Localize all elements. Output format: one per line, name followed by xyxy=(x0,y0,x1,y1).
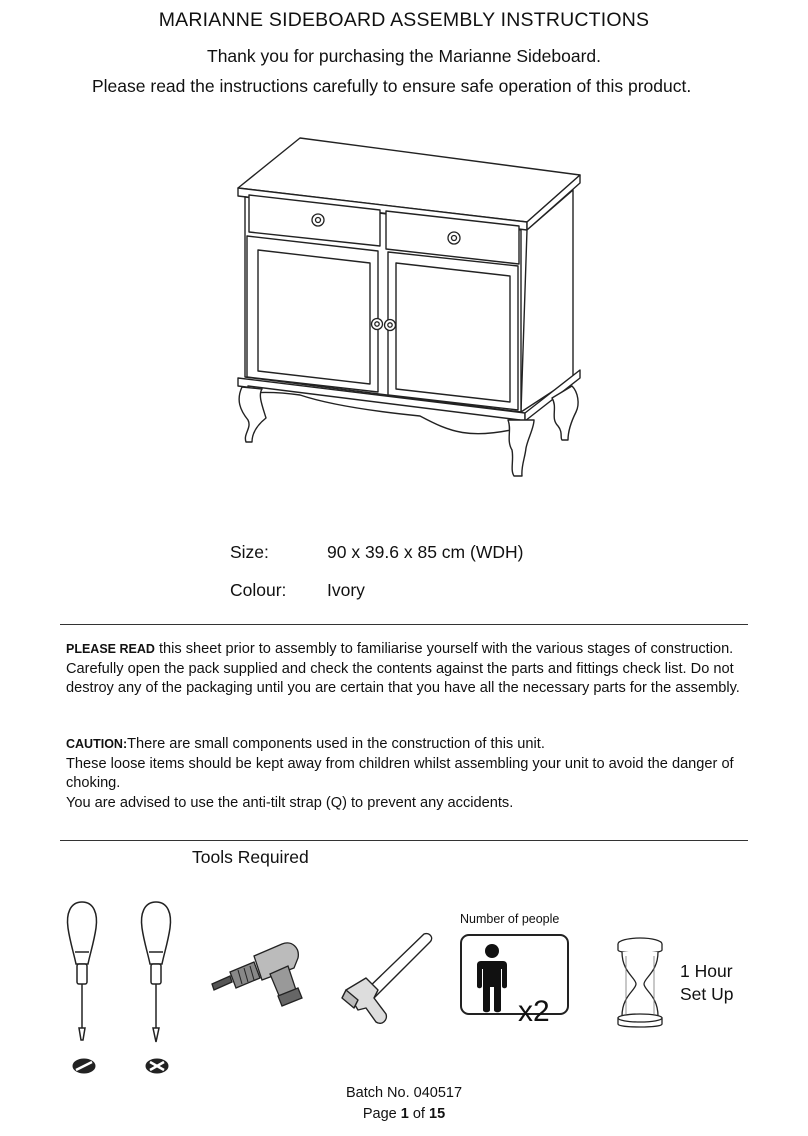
intro-text-instructions: Please read the instructions carefully to ensure safe operation of this product. xyxy=(92,76,692,96)
time-estimate xyxy=(680,960,734,1006)
people-count: x2 xyxy=(518,995,550,1028)
power-drill-icon xyxy=(208,928,308,1008)
divider xyxy=(60,624,748,625)
caution-lead: CAUTION: xyxy=(66,737,128,751)
page-prefix: Page xyxy=(362,1106,401,1122)
batch-number: Batch No. 040517 xyxy=(345,1085,463,1101)
divider xyxy=(60,840,748,841)
time-line-2: Set Up xyxy=(680,984,734,1004)
page-of: of xyxy=(408,1106,429,1122)
flat-screwdriver-icon xyxy=(62,900,102,1080)
caution-line-3: You are advised to use the anti-tilt strap (Q) to prevent any accidents. xyxy=(66,795,514,812)
hourglass-icon xyxy=(612,936,668,1032)
caution-paragraph xyxy=(66,735,756,814)
people-icon xyxy=(460,934,570,1016)
page-number xyxy=(0,1106,808,1122)
phillips-screwdriver-icon xyxy=(136,900,176,1080)
colour-value: Ivory xyxy=(327,580,365,600)
sideboard-illustration xyxy=(0,0,808,520)
size-label: Size: xyxy=(230,542,269,562)
caution-line-1: There are small components used in the construction of this unit. xyxy=(127,736,545,752)
page-current: 1 xyxy=(400,1106,409,1122)
caution-line-2: These loose items should be kept away from children whilst assembling your unit to avoid the danger of choking. xyxy=(66,755,734,792)
intro-text: Thank you for purchasing the Marianne Sideboard. xyxy=(207,46,601,66)
tools-heading: Tools Required xyxy=(192,847,309,867)
size-value: 90 x 39.6 x 85 cm (WDH) xyxy=(327,542,524,562)
please-read-text: this sheet prior to assembly to familiarise yourself with the various stages of construction. Carefully open the pack supplied and check the contents against the parts and fittings check list. Do not destroy any of the packaging until you are certain that you have all the necessary parts for the assembly. xyxy=(66,641,740,697)
page-total: 15 xyxy=(429,1106,446,1122)
people-label: Number of people xyxy=(460,912,560,926)
please-read-lead: PLEASE READ xyxy=(66,642,155,656)
time-line-1: 1 Hour xyxy=(680,961,733,981)
page-title: MARIANNE SIDEBOARD ASSEMBLY INSTRUCTIONS xyxy=(158,9,650,31)
please-read-paragraph xyxy=(66,640,756,699)
hammer-icon xyxy=(338,928,438,1038)
colour-label: Colour: xyxy=(230,580,287,600)
